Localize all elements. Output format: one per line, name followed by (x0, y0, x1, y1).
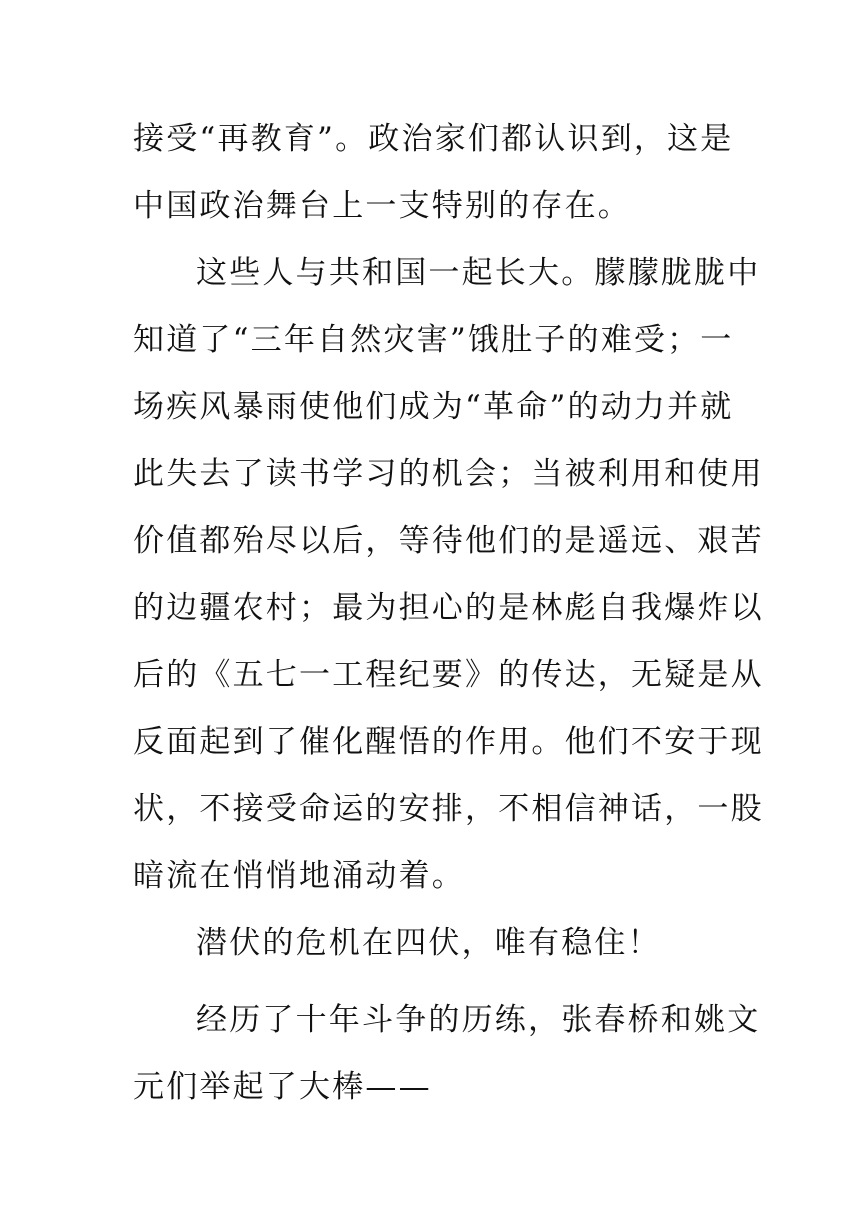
text-line: 元们举起了大棒—— (133, 1069, 432, 1105)
text-line: 场疾风暴雨使他们成为“革命”的动力并就 (133, 389, 734, 425)
text-line: 此失去了读书学习的机会；当被利用和使用 (133, 456, 764, 492)
text-line: 反面起到了催化醒悟的作用。他们不安于现 (133, 724, 764, 760)
text-line: 知道了“三年自然灾害”饿肚子的难受；一 (133, 322, 734, 358)
paragraph (133, 910, 773, 977)
text-line: 暗流在悄悄地涌动着。 (133, 858, 465, 894)
text-line: 经历了十年斗争的历练，张春桥和姚文 (196, 1002, 761, 1038)
body-text (133, 106, 773, 1121)
paragraph (133, 240, 773, 910)
text-line: 这些人与共和国一起长大。朦朦胧胧中 (196, 255, 761, 291)
text-line: 状，不接受命运的安排，不相信神话，一股 (133, 791, 764, 827)
text-line: 价值都殆尽以后，等待他们的是遥远、艰苦 (133, 523, 764, 559)
text-line: 后的《五七一工程纪要》的传达，无疑是从 (133, 657, 764, 693)
text-line: 接受“再教育”。政治家们都认识到，这是 (133, 121, 734, 157)
text-line: 中国政治舞台上一支特别的存在。 (133, 188, 631, 224)
paragraph (133, 106, 773, 240)
text-line: 的边疆农村；最为担心的是林彪自我爆炸以 (133, 590, 764, 626)
text-line: 潜伏的危机在四伏，唯有稳住！ (196, 925, 661, 961)
paragraph (133, 987, 773, 1121)
